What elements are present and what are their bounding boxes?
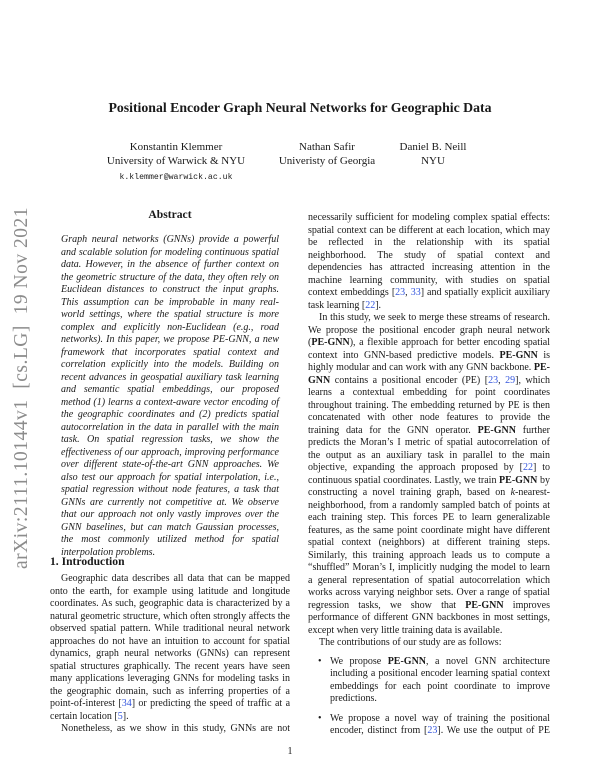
intro-paragraph <box>50 723 290 736</box>
text-run: ]. <box>122 710 129 722</box>
text-run: We propose a novel way of training the positional encoder, distinct from [ <box>330 712 550 736</box>
citation-link[interactable]: 22 <box>523 462 533 473</box>
intro-paragraph <box>308 212 550 312</box>
intro-paragraph <box>308 637 550 650</box>
bullet-glyph: • <box>318 712 322 724</box>
italic-term: k <box>510 487 516 498</box>
text-run: ]. We use the output of PE <box>437 725 550 736</box>
author-name: Konstantin Klemmer <box>129 141 223 153</box>
text-run: improves performance of different GNN backbones in most settings, except when very little training data is available. <box>308 599 551 636</box>
arxiv-identifier-stamp: arXiv:2111.10144v1 [cs.LG] 19 Nov 2021 <box>11 207 32 569</box>
author-affiliation: Univeristy of Georgia <box>278 155 376 167</box>
page-number: 1 <box>287 746 293 757</box>
contribution-text <box>330 713 550 737</box>
text-run: contains a positional encoder (PE) [ <box>330 374 489 386</box>
abstract-text <box>50 234 290 559</box>
text-run: The contributions of our study are as follows: <box>319 637 502 648</box>
citation-link[interactable]: 23 <box>395 287 406 298</box>
bold-term: PE-GNN <box>387 655 427 667</box>
bold-term: PE-GNN <box>311 337 350 348</box>
text-run: ]. <box>375 299 382 311</box>
text-run: Graph neural networks (GNNs) provide a powerful and scalable solution for modeling continuous spatial data. However, in the absence of further context on the geometric structure of the data, they often rely on Euclidean distances to construct the input graphs. This assumption can be improbable in many real-world settings, where the spatial structure is more complex and explicitly non-Euclidean (e.g., road networks). In this paper, we propose PE-GNN, a new framework that incorporates spatial context and correlation explicitly into the models. Building on recent advances in geospatial auxiliary task learning and semantic spatial embeddings, our proposed method (1) learns a context-aware vector encoding of the geographic coordinates and (2) predicts spatial autocorrelation in the data in parallel with the main task. On spatial regression tasks, we show the effectiveness of our approach, improving performance over different state-of-the-art GNN approaches. We also test our approach for spatial interpolation, i.e., spatial regression without node features, a task that GNNs are currently not competitive at. We observe that our approach not only vastly improves over the GNN baselines, but can match Gaussian processes, the most commonly utilized method for spatial interpolation problems. <box>61 234 279 558</box>
abstract-section <box>50 207 290 559</box>
text-run: Nonetheless, as we show in this study, GNNs are not <box>61 723 290 734</box>
author-affiliation: University of Warwick & NYU <box>106 155 246 167</box>
citation-link[interactable]: 22 <box>365 299 376 311</box>
author-affiliation: NYU <box>421 155 445 167</box>
citation-link[interactable]: 23 <box>488 374 499 386</box>
text-run: , <box>498 374 506 386</box>
contribution-text <box>330 656 550 705</box>
author-block <box>348 140 518 168</box>
text-run: necessarily sufficient for modeling complex spatial effects: spatial context can be different at each location, which may be reflected in the relationship with its spatial neighborhood. The study of spatial context and dependencies has attracted increasing attention in the machine learning community, with studies on spatial context embeddings [ <box>308 212 550 298</box>
bold-term: PE-GNN <box>308 362 550 386</box>
intro-paragraph <box>50 573 290 723</box>
contribution-item <box>308 713 550 738</box>
text-run: , a novel GNN architecture including a positional encoder learning spatial context embeddings for each point coordinate to improve predictions. <box>330 655 550 704</box>
text-run: ), a flexible approach for better encoding spatial context into GNN-based predictive models. <box>308 337 550 361</box>
citation-link[interactable]: 33 <box>410 287 421 298</box>
bold-term: PE-GNN <box>465 599 504 611</box>
text-run: We propose <box>330 655 388 667</box>
text-run: ], which learns a contextual embedding for point coordinates throughout training. The embedding returned by PE is then concatenated with other node features to provide the training data for the GNN operator. <box>308 374 550 436</box>
abstract-heading: Abstract <box>148 208 192 221</box>
contributions-list <box>308 656 550 738</box>
text-run: is highly modular and can work with any GNN backbone. <box>308 349 551 373</box>
text-run: ] and spatially explicit auxiliary task learning [ <box>308 287 550 311</box>
author-email: k.klemmer@warwick.ac.uk <box>119 173 233 182</box>
text-run: ] to continuous spatial coordinates. Lastly, we train <box>308 462 550 486</box>
intro-paragraph <box>308 312 550 637</box>
contribution-item <box>308 656 550 706</box>
author-name: Nathan Safir <box>299 141 355 153</box>
text-run: Geographic data describes all data that can be mapped onto the earth, for example using latitude and longitude coordinates. As such, geographic data is characterized by a natural geometric structure, which often strongly affects the observed spatial pattern. While traditional neural network approaches do not have an intuition to account for spatial dynamics, graph neural networks (GNNs) can represent spatial structures graphically. The recent years have seen many applications leveraging GNNs for modeling tasks in the geographic domain, such as inferring properties of a point-of-interest [ <box>50 573 290 709</box>
text-run: -nearest-neighborhood, from a randomly sampled batch of points at each training step. This forces PE to learn generalizable features, as the same point coordinate might have different spatial context (neighbors) at different training steps. Similarly, this training approach leads us to compute a “shuffled” Moran’s I, implicitly nudging the model to learn a general representation of spatial autocorrelation which works across varying neighbor sets. Over a range of spatial regression tasks, we show that <box>308 487 550 611</box>
introduction-section <box>50 554 290 736</box>
paper-title: Positional Encoder Graph Neural Networks for Geographic Data <box>108 100 492 115</box>
right-column <box>308 212 550 745</box>
bold-term: PE-GNN <box>499 349 538 361</box>
author-block <box>91 140 261 183</box>
bullet-glyph: • <box>318 655 322 667</box>
author-name: Daniel B. Neill <box>399 141 467 153</box>
text-run: , <box>405 287 411 298</box>
citation-link[interactable]: 23 <box>427 725 438 736</box>
bold-term: PE-GNN <box>499 474 538 486</box>
text-run: by constructing a novel training graph, based on <box>308 474 550 498</box>
citation-link[interactable]: 29 <box>505 374 516 386</box>
text-run: In this study, we seek to merge these streams of research. We propose the positional encoder graph neural network ( <box>308 312 550 348</box>
bold-term: PE-GNN <box>477 424 516 436</box>
citation-link[interactable]: 5 <box>117 710 123 722</box>
text-run: ] or predicting the speed of traffic at a certain location [ <box>50 698 291 722</box>
citation-link[interactable]: 34 <box>121 698 132 709</box>
introduction-heading: 1. Introduction <box>50 555 125 568</box>
text-run: further predicts the Moran’s I metric of spatial autocorrelation of the output as an auxiliary task in parallel to the main objective, expanding the approach proposed by [ <box>308 424 550 473</box>
